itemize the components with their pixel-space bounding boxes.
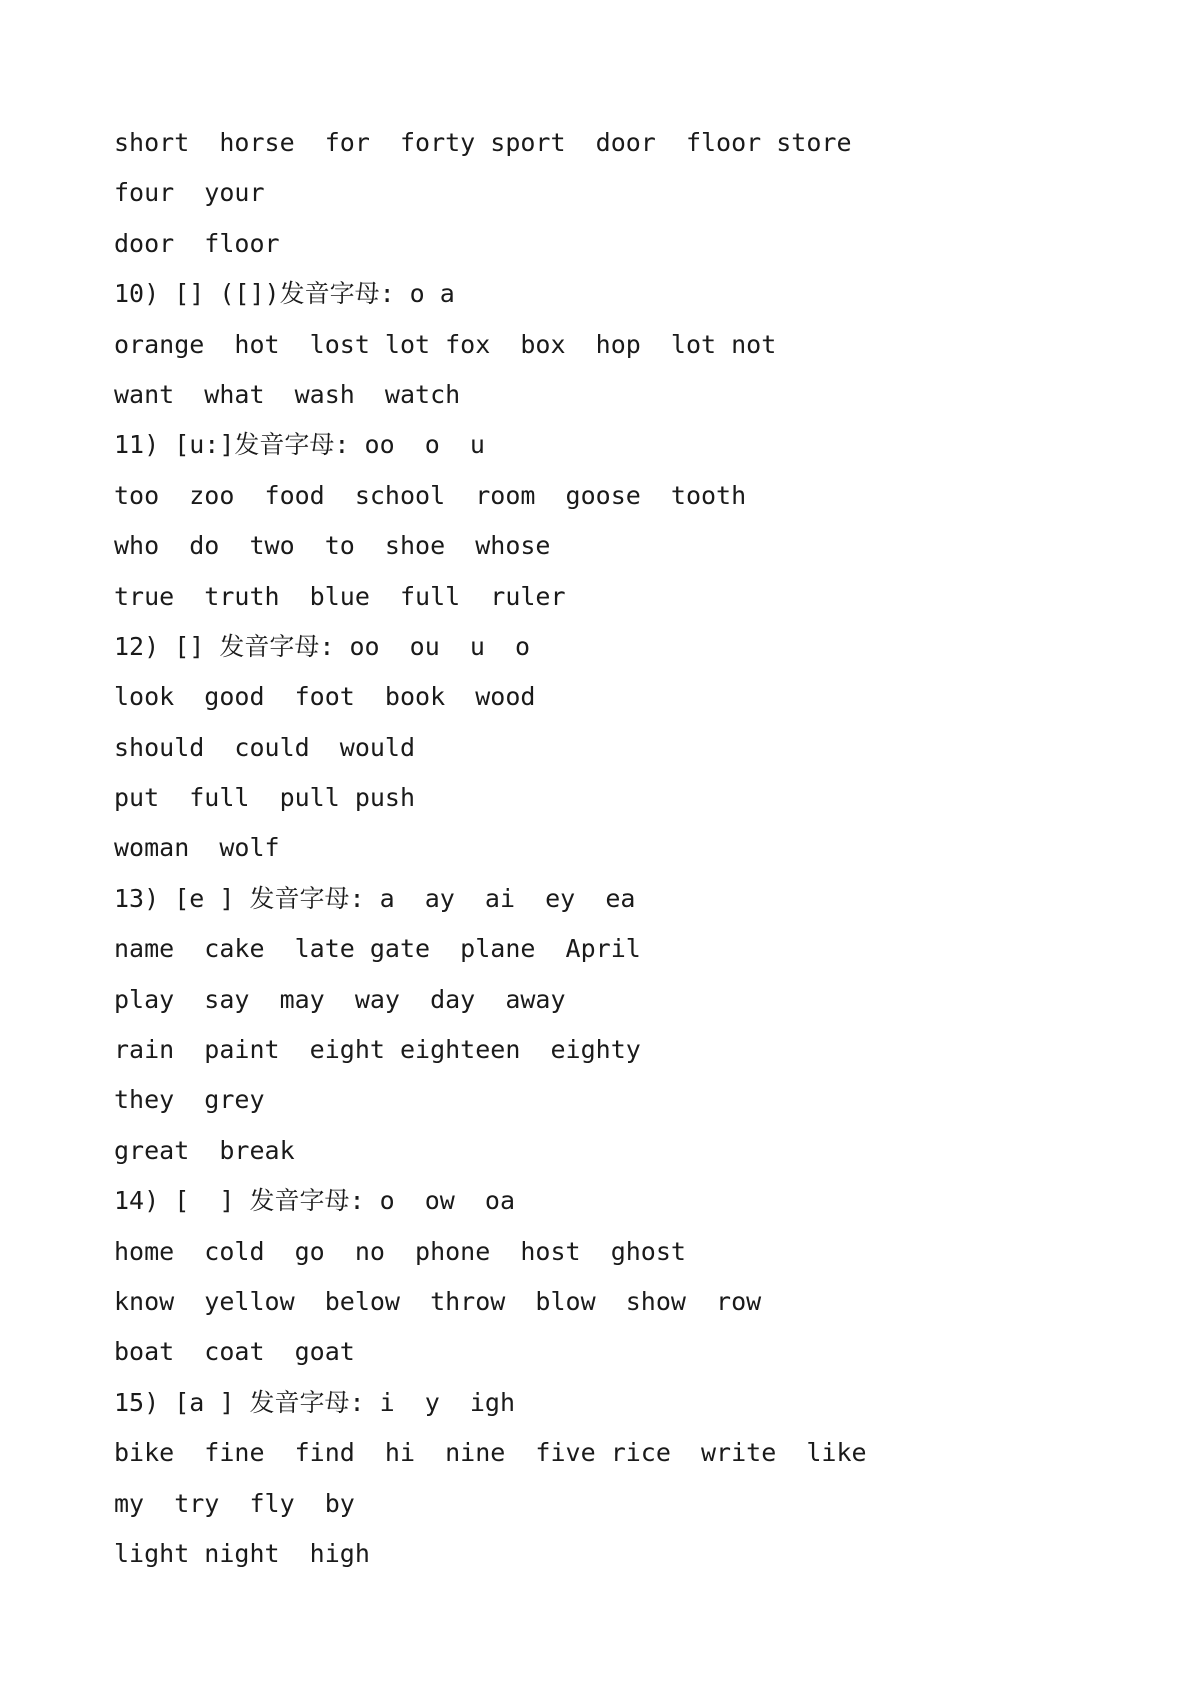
- text-line: light night high: [114, 1538, 370, 1568]
- text-line: should could would: [114, 732, 416, 762]
- text-line: put full pull push: [114, 783, 416, 813]
- text-line: home cold go no phone host ghost: [114, 1236, 686, 1266]
- text-line: they grey: [114, 1085, 265, 1115]
- text-line: who do two to shoe whose: [114, 531, 551, 561]
- text-line: four your: [114, 178, 265, 208]
- text-line: true truth blue full ruler: [114, 581, 566, 611]
- section-heading-12: 12) [] 发音字母: oo ou u o: [114, 631, 531, 661]
- text-line: woman wolf: [114, 833, 280, 863]
- text-line: rain paint eight eighteen eighty: [114, 1035, 641, 1065]
- section-heading-14: 14) [ ] 发音字母: o ow oa: [114, 1186, 516, 1216]
- text-line: boat coat goat: [114, 1337, 355, 1367]
- section-heading-11: 11) [u:]发音字母: oo o u: [114, 430, 485, 460]
- text-line: too zoo food school room goose tooth: [114, 480, 747, 510]
- text-line: look good foot book wood: [114, 682, 536, 712]
- text-line: orange hot lost lot fox box hop lot not: [114, 329, 777, 359]
- text-line: name cake late gate plane April: [114, 934, 641, 964]
- text-line: my try fly by: [114, 1488, 355, 1518]
- text-line: door floor: [114, 228, 280, 258]
- text-line: play say may way day away: [114, 984, 566, 1014]
- text-line: great break: [114, 1135, 295, 1165]
- text-line: short horse for forty sport door floor store: [114, 128, 852, 157]
- document-body: [114, 118, 1114, 1579]
- text-line: know yellow below throw blow show row: [114, 1286, 762, 1316]
- text-line: want what wash watch: [114, 379, 461, 409]
- section-heading-15: 15) [a ] 发音字母: i y igh: [114, 1387, 516, 1417]
- section-heading-13: 13) [e ] 发音字母: a ay ai ey ea: [114, 883, 636, 913]
- text-line: bike fine find hi nine five rice write like: [114, 1438, 867, 1468]
- section-heading-10: 10) [] ([])发音字母: o a: [114, 279, 455, 309]
